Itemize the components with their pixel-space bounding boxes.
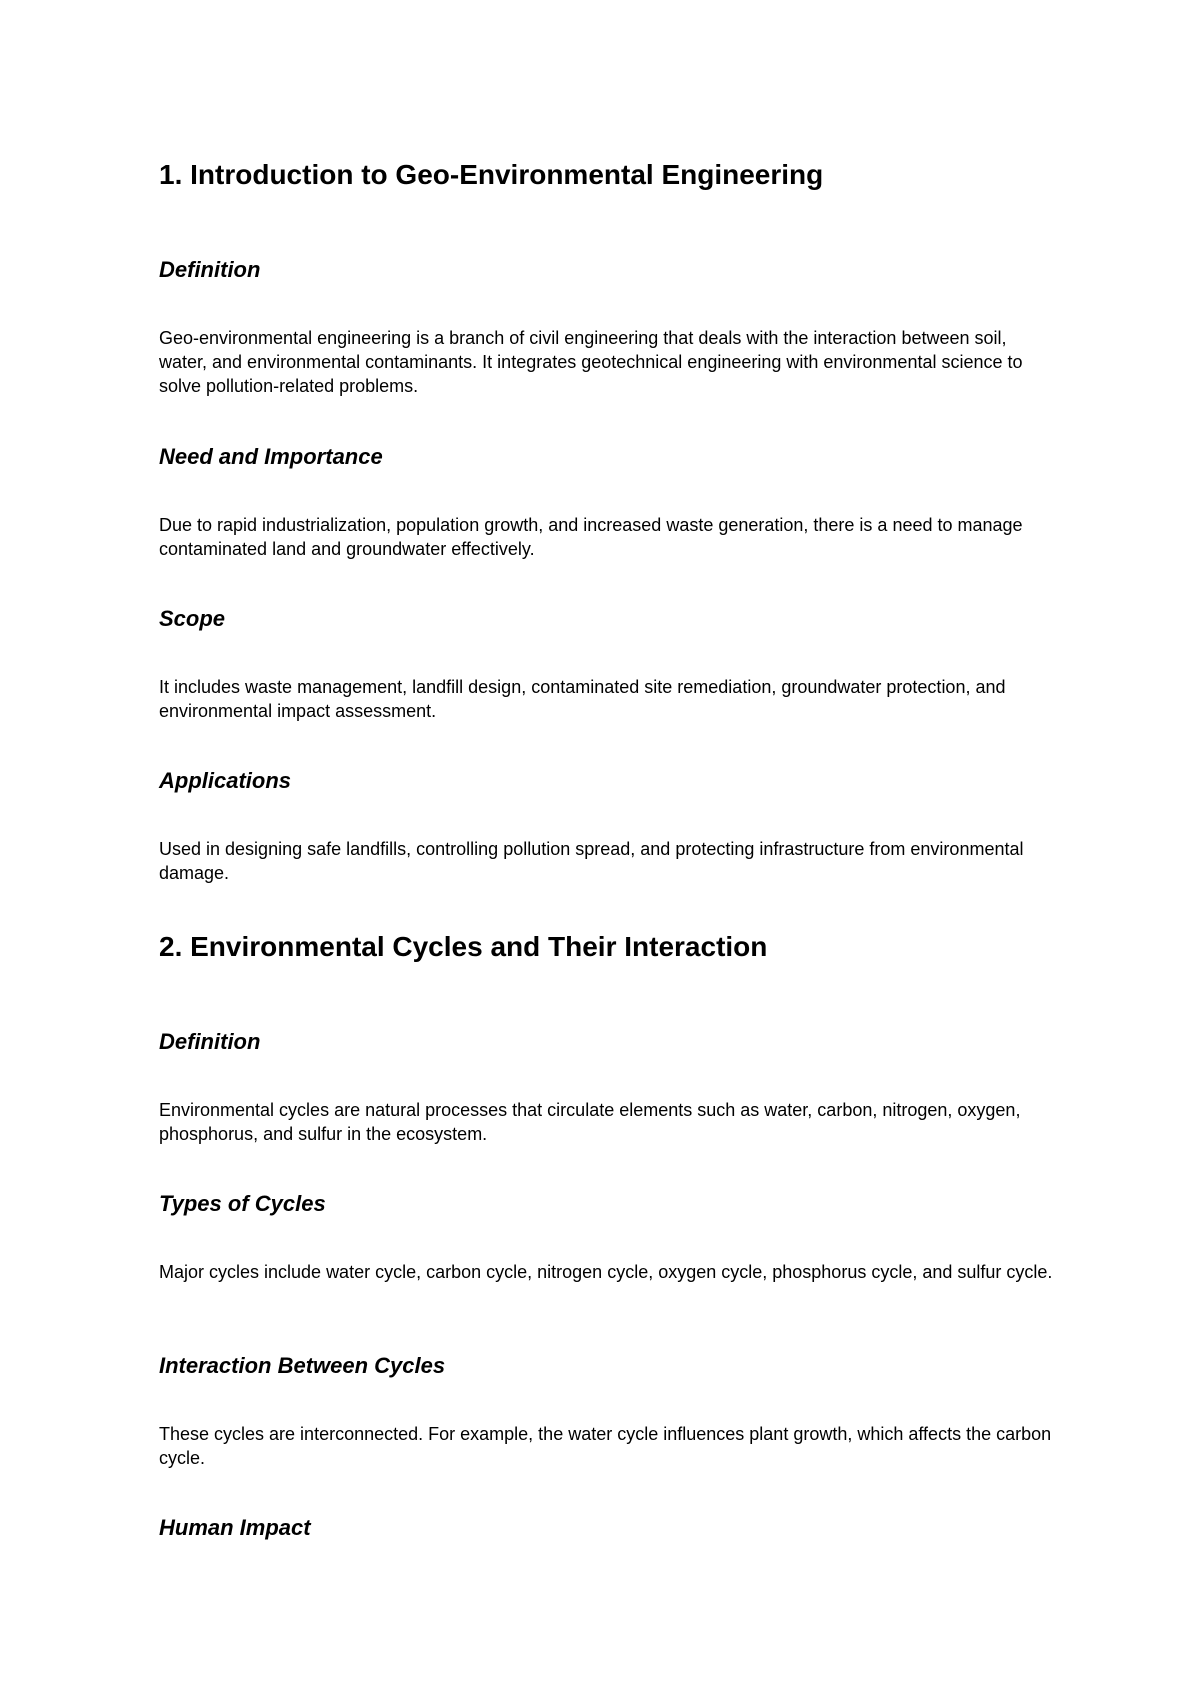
section-1-scope-text: It includes waste management, landfill design, contaminated site remediation, groundwater protection, and environmental impact assessment.: [159, 677, 1006, 721]
section-1-definition-heading: Definition: [159, 257, 261, 282]
section-2-human-impact-heading: Human Impact: [159, 1515, 311, 1540]
section-1-applications-heading: Applications: [159, 768, 292, 793]
section-2-types-text: Major cycles include water cycle, carbon cycle, nitrogen cycle, oxygen cycle, phosphorus cycle, and sulfur cycle.: [159, 1262, 1053, 1282]
section-1-need-heading: Need and Importance: [159, 444, 383, 469]
section-1-definition-text: Geo-environmental engineering is a branch of civil engineering that deals with the interaction between soil, water, and environmental contaminants. It integrates geotechnical engineering with environmental science to solve pollution-related problems.: [159, 328, 1023, 396]
section-2-types-heading: Types of Cycles: [159, 1191, 326, 1216]
section-2-interaction-heading: Interaction Between Cycles: [159, 1353, 446, 1378]
section-1-title: 1. Introduction to Geo-Environmental Engineering: [159, 159, 824, 190]
section-1-applications-text: Used in designing safe landfills, controlling pollution spread, and protecting infrastructure from environmental damage.: [159, 839, 1024, 883]
section-1-need-text: Due to rapid industrialization, population growth, and increased waste generation, there is a need to manage contaminated land and groundwater effectively.: [159, 515, 1023, 559]
section-2-interaction-text: These cycles are interconnected. For example, the water cycle influences plant growth, which affects the carbon cycle.: [159, 1424, 1052, 1468]
section-1-scope-heading: Scope: [159, 606, 226, 631]
section-2-definition-text: Environmental cycles are natural processes that circulate elements such as water, carbon, nitrogen, oxygen, phosphorus, and sulfur in the ecosystem.: [159, 1100, 1021, 1144]
section-2-title: 2. Environmental Cycles and Their Interaction: [159, 931, 768, 962]
section-2-definition-heading: Definition: [159, 1029, 261, 1054]
